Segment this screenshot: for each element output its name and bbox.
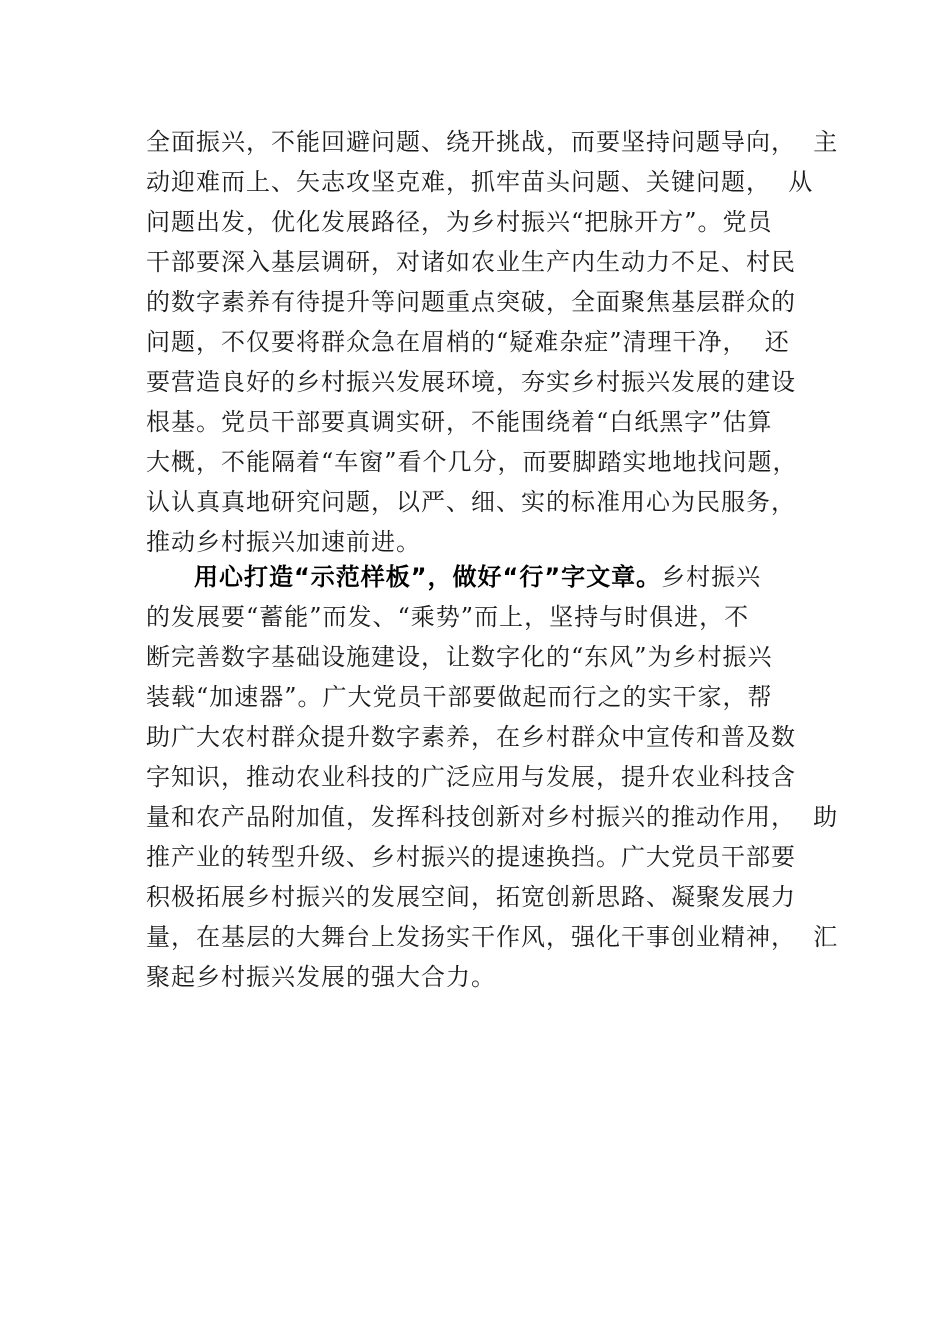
paragraph-line: 全面振兴，不能回避问题、绕开挑战，而要坚持问题导向， 主 bbox=[146, 128, 839, 156]
paragraph-line: 量，在基层的大舞台上发扬实干作风，强化干事创业精神， 汇 bbox=[146, 923, 839, 951]
paragraph-line: 认认真真地研究问题，以严、细、实的标准用心为民服务， bbox=[146, 488, 796, 516]
paragraph-line: 推动乡村振兴加速前进。 bbox=[146, 528, 421, 556]
paragraph-line: 断完善数字基础设施建设，让数字化的“东风”为乡村振兴 bbox=[146, 643, 773, 671]
paragraph-line: 干部要深入基层调研，对诸如农业生产内生动力不足、村民 bbox=[146, 248, 796, 276]
paragraph-line: 大概，不能隔着“车窗”看个几分，而要脚踏实地地找问题， bbox=[146, 448, 798, 476]
paragraph-line: 问题出发，优化发展路径，为乡村振兴“把脉开方”。党员 bbox=[146, 208, 773, 236]
paragraph-line: 字知识，推动农业科技的广泛应用与发展，提升农业科技含 bbox=[146, 763, 796, 791]
paragraph-line: 量和农产品附加值，发挥科技创新对乡村振兴的推动作用， 助 bbox=[146, 803, 839, 831]
paragraph-line: 要营造良好的乡村振兴发展环境，夯实乡村振兴发展的建设 bbox=[146, 368, 796, 396]
paragraph-line: 的发展要“蓄能”而发、“乘势”而上，坚持与时俱进，不 bbox=[146, 603, 750, 631]
paragraph-heading: 用心打造“示范样板”，做好“行”字文章。 bbox=[194, 563, 662, 591]
paragraph-line: 动迎难而上、矢志攻坚克难，抓牢苗头问题、关键问题， 从 bbox=[146, 168, 814, 196]
paragraph-line: 推产业的转型升级、乡村振兴的提速换挡。广大党员干部要 bbox=[146, 843, 796, 871]
paragraph-first-line-text: 乡村振兴 bbox=[661, 563, 762, 591]
paragraph-line: 问题，不仅要将群众急在眉梢的“疑难杂症”清理干净， 还 bbox=[146, 328, 790, 356]
paragraph-line: 装载“加速器”。广大党员干部要做起而行之的实干家，帮 bbox=[146, 683, 773, 711]
paragraph-line: 聚起乡村振兴发展的强大合力。 bbox=[146, 963, 496, 991]
paragraph-line: 积极拓展乡村振兴的发展空间，拓宽创新思路、凝聚发展力 bbox=[146, 883, 796, 911]
paragraph-line: 根基。党员干部要真调实研，不能围绕着“白纸黑字”估算 bbox=[146, 408, 773, 436]
paragraph-line: 的数字素养有待提升等问题重点突破，全面聚焦基层群众的 bbox=[146, 288, 796, 316]
paragraph-line: 助广大农村群众提升数字素养，在乡村群众中宣传和普及数 bbox=[146, 723, 796, 751]
paragraph-first-line bbox=[194, 557, 761, 597]
